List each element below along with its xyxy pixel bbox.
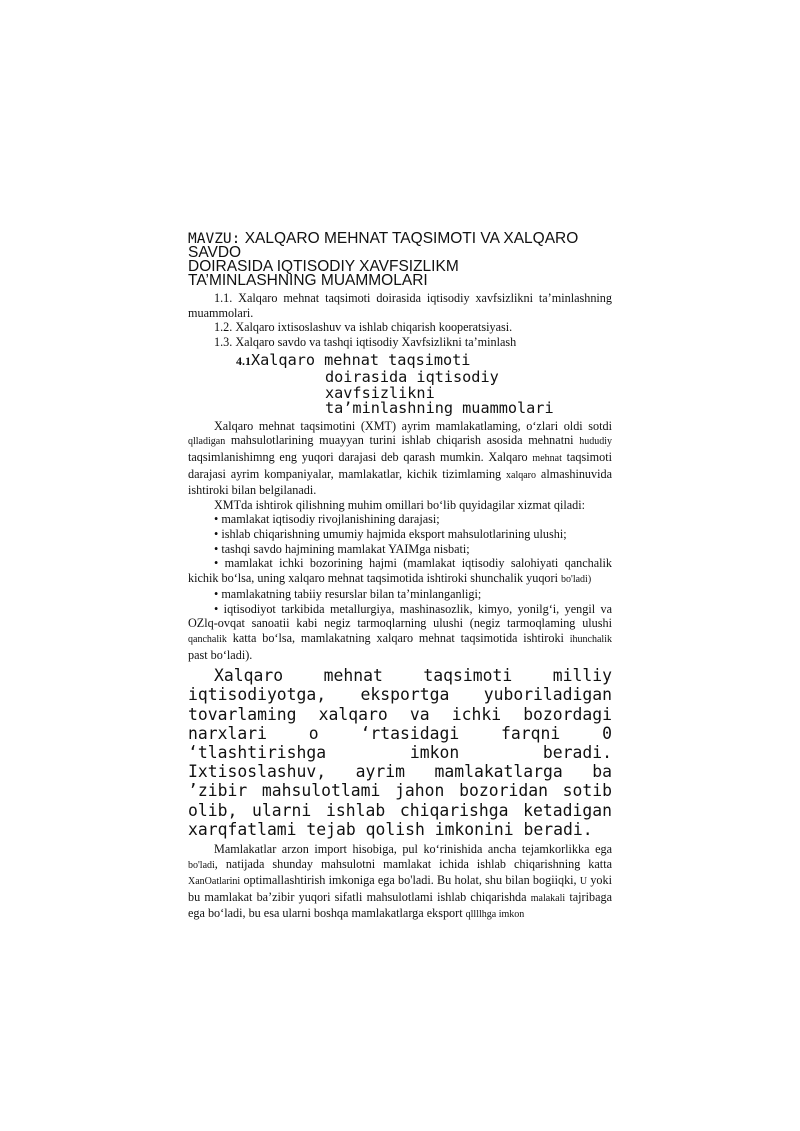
paragraph-2: XMTda ishtirok qilishning muhim omillari bo‘lib quyidagilar xizmat qiladi: [214,497,585,512]
document-body [188,419,612,663]
section-heading-line-4: ta’minlashning muammolari [325,399,554,418]
title-line-1-text: XALQARO MEHNAT TAQSIMOTI VA XALQARO [240,230,579,247]
highlighted-paragraph: Xalqaro mehnat taqsimoti milliy iqtisodiyotga, eksportga yuboriladigan tovarlaming xalqaro va ichki bozordagi narxlari o ‘rtasidagi farqni 0 ‘tlashtirishga imkon beradi. Ixtisoslashuv, ayrim mamlakatlarga ba ’zibir mahsulotlami jahon bozoridan sotib olib, ularni ishlab chiqarishga ketadigan xarqfatlami tejab qolish imkonini beradi. [188,666,612,839]
document-title [188,232,612,288]
bullet-item-2: • ishlab chiqarishning umumiy hajmida eksport mahsulotlarining ulushi; [214,526,567,541]
section-heading [188,353,612,416]
section-heading-line-2: doirasida iqtisodiy [325,367,499,386]
bullet-item-6: • iqtisodiyot tarkibida metallurgiya, mashinasozlik, kimyo, yonilg‘i, yengil va OZlq-ovqat sanoatii kabi negiz tarmoqlarning ulushi (negiz tarmoqlaming ulushi qanchalik katta bo‘lsa, mamlakatning xalqaro mehnat taqsimotida ishtiroki ihunchalik past bo‘ladi). [188,601,612,662]
section-heading-line-1: Xalqaro mehnat taqsimoti [251,351,471,370]
bullet-item-5: • mamlakatning tabiiy resurslar bilan ta’minlanganligi; [214,587,482,602]
bullet-item-3: • tashqi savdo hajmining mamlakat YAIMga nisbati; [214,541,470,556]
document-body-continued [188,842,612,923]
bullet-item-4: • mamlakat ichki bozorining hajmi (mamlakat iqtisodiy salohiyati qanchalik kichik bo‘lsa, uning xalqaro mehnat taqsimotida ishtiroki shunchalik yuqori bo'ladi) [188,556,612,585]
toc-item-1: 1.1. Xalqaro mehnat taqsimoti doirasida iqtisodiy xavfsizlikni ta’minlashning muammolari. [188,291,612,320]
title-line-2: SAVDO [188,244,242,261]
title-line-3: DOIRASIDA IQTISODIY XAVFSIZLIKM [188,258,459,275]
toc-item-2: 1.2. Xalqaro ixtisoslashuv va ishlab chiqarish kooperatsiyasi. [214,320,513,335]
document-page [188,232,612,923]
toc-item-3: 1.3. Xalqaro savdo va tashqi iqtisodiy Xavfsizlikni ta’minlash [214,334,517,349]
paragraph-1: Xalqaro mehnat taqsimotini (XMT) ayrim mamlakatlaming, o‘zlari oldi sotdi qlladigan mahsulotlarining muayyan turini ishlab chiqarish asosida mehnatni hududiy taqsimlanishimng eng yuqori darajasi deb qarash mumkin. Xalqaro mehnat taqsimoti darajasi ayrim kompaniyalar, mamlakatlar, kichik tizimlaming xalqaro almashinuvida ishtiroki bilan belgilanadi. [188,418,612,498]
bullet-item-1: • mamlakat iqtisodiy rivojlanishining darajasi; [214,512,440,527]
table-of-contents [188,291,612,349]
title-prefix: MAVZU: [188,231,241,247]
paragraph-3: Mamlakatlar arzon import hisobiga, pul ko‘rinishida ancha tejamkorlikka ega bo'ladi, natijada shunday mahsulotni mamlakat ichida ishlab chiqarishning katta XanOatlarini optimallashtirish imkoniga ega bo'ladi. Bu holat, shu bilan bogiiqki, U yoki bu mamlakat ba’zibir yuqori sifatli mahsulotlami ishlab chiqarishda malakali tajribaga ega bo‘ladi, bu esa ularni boshqa mamlakatlarga eksport qllllhga imkon [188,842,613,921]
section-heading-line-3: xavfsizlikni [325,383,435,402]
title-line-1 [188,232,612,246]
title-line-4: TA’MINLASHNING MUAMMOLARI [188,272,428,289]
section-number: 4.1 [236,354,251,369]
